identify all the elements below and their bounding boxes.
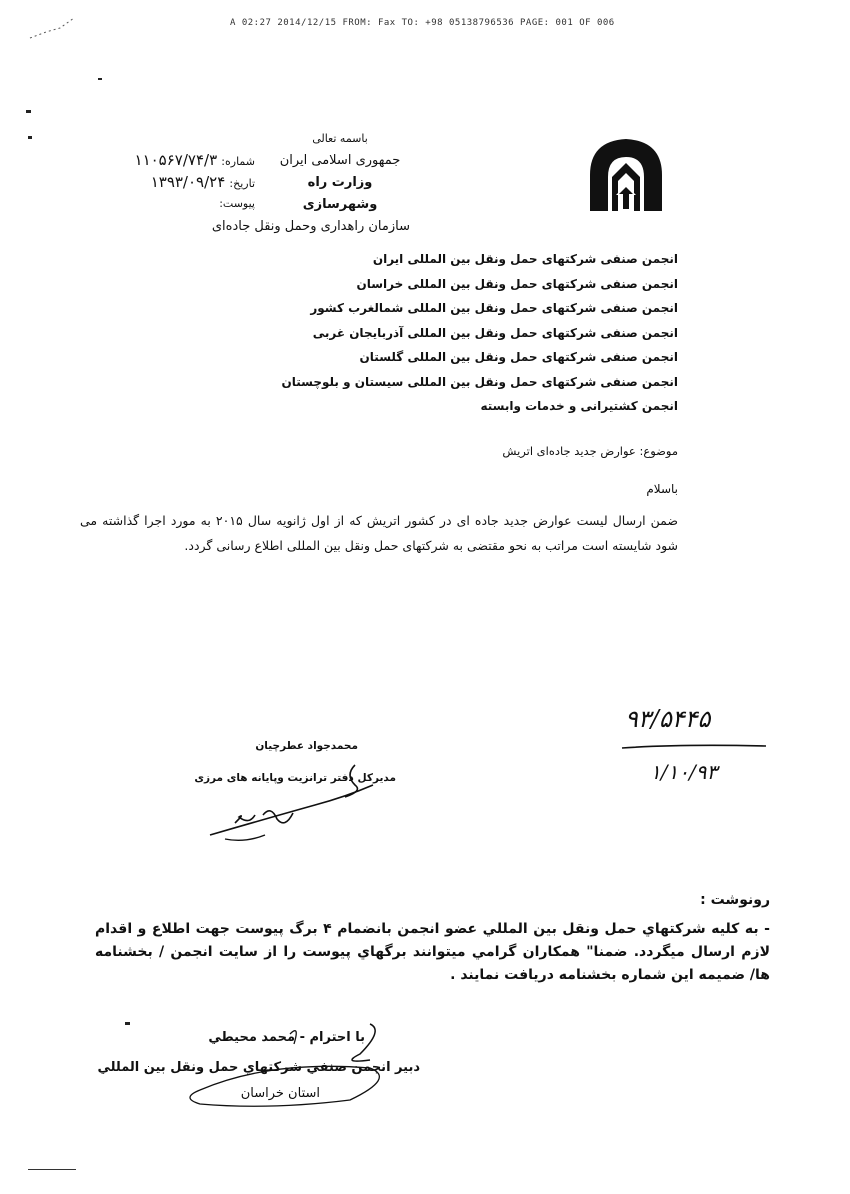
fax-header: A 02:27 2014/12/15 FROM: Fax TO: +98 05138796536 PAGE: 001 OF 006 bbox=[230, 18, 615, 28]
signature-name: محمدجواد عطرچیان bbox=[255, 740, 358, 752]
recipient-item: انجمن صنفی شرکتهای حمل ونقل بین المللی آذربایجان غربی bbox=[312, 325, 678, 340]
scan-stroke bbox=[28, 14, 78, 40]
cc-heading: رونوشت : bbox=[700, 892, 770, 908]
letter-attachment bbox=[70, 194, 255, 214]
scan-speck bbox=[26, 110, 31, 113]
handwritten-date: ۱/۱۰/۹۳ bbox=[650, 760, 718, 784]
organization-name: سازمان راهداری وحمل ونقل جاده‌ای bbox=[211, 219, 410, 234]
scan-speck bbox=[98, 78, 102, 80]
cc-text: - به کلیه شرکتهاي حمل ونقل بين المللي عضو انجمن بانضمام ۴ برگ پيوست جهت اطلاع و اقدام لازم ارسال ميگردد. ضمنا" همکاران گرامي ميتوانند برگهاي پيوست را از سايت انجمن / بخشنامه ها/ ضميمه اين شماره بخشنامه دريافت نمايند . bbox=[95, 921, 770, 983]
letter-number bbox=[70, 150, 255, 172]
attachment-label: پیوست: bbox=[219, 197, 255, 210]
date-label: تاریخ: bbox=[229, 177, 255, 190]
ministry-name: وزارت راه وشهرسازی bbox=[302, 175, 378, 212]
country-name: جمهوری اسلامی ایران bbox=[279, 153, 401, 168]
scan-speck bbox=[125, 1022, 130, 1025]
sender-province: استان خراسان bbox=[240, 1086, 320, 1101]
recipients-list bbox=[281, 247, 678, 419]
letter-date bbox=[70, 172, 255, 194]
date-value: ۱۳۹۳/۰۹/۲۴ bbox=[150, 173, 226, 191]
recipient-item: انجمن کشتیرانی و خدمات وابسته bbox=[480, 399, 678, 413]
handwritten-number: ۹۳/۵۴۴۵ bbox=[625, 705, 711, 733]
number-label: شماره: bbox=[221, 155, 255, 168]
subject-text: عوارض جدید جاده‌ای اتریش bbox=[502, 444, 636, 458]
recipient-item: انجمن صنفی شرکتهای حمل ونقل بین المللی خراسان bbox=[356, 276, 678, 291]
recipient-item: انجمن صنفی شرکتهای حمل ونقل بین المللی سیستان و بلوچستان bbox=[281, 374, 678, 389]
letter-meta bbox=[70, 150, 255, 214]
sender-signature-scribble bbox=[170, 1020, 400, 1110]
recipient-item: انجمن صنفی شرکتهای حمل ونقل بین المللی گلستان bbox=[359, 350, 678, 364]
handwritten-underline bbox=[620, 742, 770, 754]
scan-speck bbox=[28, 136, 32, 139]
number-value: ۱۱۰۵۶۷/۷۴/۳ bbox=[134, 151, 218, 169]
recipient-item: انجمن صنفی شرکتهای حمل ونقل بین المللی ایران bbox=[372, 252, 678, 266]
invocation: باسمه تعالی bbox=[312, 132, 368, 145]
letter-body: ضمن ارسال لیست عوارض جدید جاده ای در کشور اتریش که از اول ژانویه سال ۲۰۱۵ به مورد اجرا گذاشته می شود شایسته است مراتب به نحو مقتضی به شرکتهای حمل ونقل بین المللی اطلاع رسانی گردد. bbox=[80, 513, 679, 553]
subject-line bbox=[420, 444, 678, 458]
handwritten-signature bbox=[205, 755, 395, 850]
recipient-item: انجمن صنفی شرکتهای حمل ونقل بین المللی شمالغرب کشور bbox=[310, 301, 678, 315]
sender-regards: با احترام - محمد محيطي bbox=[208, 1030, 365, 1045]
greeting: باسلام bbox=[646, 482, 678, 496]
scan-line bbox=[28, 1169, 76, 1170]
signature-title: مدیرکل دفتر ترانزیت وپایانه های مرزی bbox=[194, 772, 396, 784]
subject-label: موضوع: bbox=[639, 444, 678, 458]
organization-logo bbox=[586, 135, 666, 215]
sender-title: دبير انجمن صنفي شرکتهاي حمل ونقل بين المللي bbox=[97, 1060, 420, 1075]
